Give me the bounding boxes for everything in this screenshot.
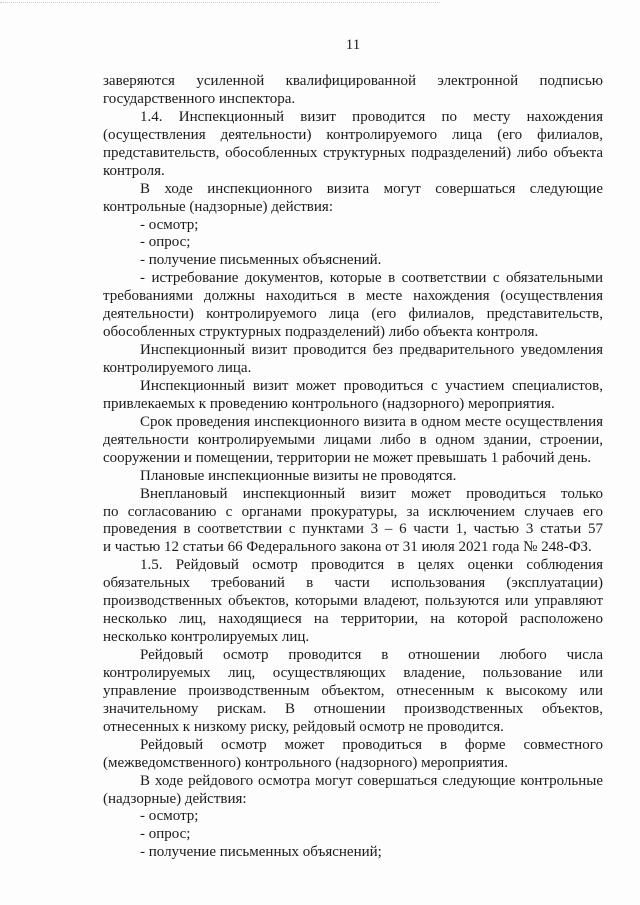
text-line: Инспекционный визит проводится без предварительного уведомления [140,342,603,359]
page-number: 11 [345,37,361,53]
text-line: Срок проведения инспекционного визита в одном месте осуществления [140,413,603,430]
text-line: деятельности контролируемыми лицами либо в одном здании, строении, [103,431,603,448]
text-line: и частью 12 статьи 66 Федерального закона от 31 июля 2021 года № 248-ФЗ. [103,539,592,556]
list-item-raid-examination [103,808,603,826]
text-line: Плановые инспекционные визиты не проводятся. [140,467,457,484]
text-line: - получение письменных объяснений. [140,252,382,269]
text-line: - осмотр; [140,808,199,825]
document-body [103,73,603,862]
list-item-inspection-document-request [103,270,603,342]
text-line: несколько лиц, находящиеся на территории, на которой расположено [103,611,603,628]
paragraph-inspection-duration [103,414,603,468]
text-line: сооружении и помещении, территории не может превышать 1 рабочий день. [103,449,592,466]
list-item-raid-survey [103,826,603,844]
list-item-inspection-survey [103,234,603,252]
paragraph-no-planned-visits [103,468,603,486]
scan-top-edge [0,2,440,3]
text-line: Рейдовый осмотр проводится в отношении любого числа [140,647,603,663]
text-line: В ходе инспекционного визита могут совершаться следующие [140,180,603,197]
text-line: Инспекционный визит может проводиться с участием специалистов, [140,377,603,394]
paragraph-raid-scope [103,647,603,737]
text-line: - опрос; [140,234,191,251]
text-line: - опрос; [140,826,191,843]
text-line: контролируемых лиц, осуществляющих владение, пользование или [103,664,603,681]
text-line: отнесенных к низкому риску, рейдовый осмотр не проводится. [103,718,504,735]
text-line: по согласованию с органами прокуратуры, за исключением случаев его [103,503,603,520]
text-line: (осуществления деятельности) контролируемого лица (его филиалов, [103,126,603,143]
text-line: значительному рискам. В отношении производственных объектов, [103,700,603,717]
text-line: (надзорные) действия: [103,790,247,807]
text-line: 1.4. Инспекционный визит проводится по месту нахождения [140,108,603,125]
text-line: В ходе рейдового осмотра могут совершаться следующие контрольные [140,772,603,789]
text-line: представительств, обособленных структурных подразделений) либо объекта [103,144,603,161]
paragraph-specialists-participation [103,378,603,414]
text-line: Внеплановый инспекционный визит может проводиться только [140,485,603,502]
text-line: - осмотр; [140,216,199,233]
text-line: - получение письменных объяснений; [140,844,382,861]
text-line: обособленных структурных подразделений) либо объекта контроля. [103,324,539,341]
text-line: деятельности) контролируемого лица (его филиалов, представительств, [103,306,603,323]
text-line: производственных объектов, которыми владеют, пользуются или управляют [103,593,603,610]
list-item-inspection-examination [103,217,603,235]
text-line: контроля. [103,162,165,179]
text-line: обязательных требований в части использования (эксплуатации) [103,575,603,592]
text-line: требованиями должны находиться в месте нахождения (осуществления [103,288,603,305]
text-line: Рейдовый осмотр может проводиться в форме совместного [140,736,603,753]
clause-1-4-inspection-visit [103,109,603,181]
text-line: управление производственным объектом, отнесенным к высокому или [103,682,603,699]
text-line: контрольные (надзорные) действия: [103,198,333,215]
text-line: 1.5. Рейдовый осмотр проводится в целях оценки соблюдения [140,557,603,574]
paragraph-unscheduled-visits [103,486,603,558]
text-line: контролируемого лица. [103,360,252,376]
text-line: проведения в соответствии с пунктами 3 – 6 части 1, частью 3 статьи 57 [103,521,603,538]
paragraph-signature-continuation [103,73,603,109]
paragraph-inspection-actions-intro [103,181,603,217]
text-line: несколько контролируемых лиц. [103,629,310,646]
list-item-raid-written-explanations [103,844,603,862]
text-line: - истребование документов, которые в соответствии с обязательными [140,270,603,287]
paragraph-raid-joint-form [103,737,603,773]
clause-1-5-raid-inspection [103,557,603,647]
text-line: (межведомственного) контрольного (надзорного) мероприятия. [103,754,508,771]
paragraph-raid-actions-intro [103,773,603,809]
paragraph-no-prior-notice [103,342,603,378]
text-line: заверяются усиленной квалифицированной электронной подписью [103,73,603,89]
text-line: привлекаемых к проведению контрольного (надзорного) мероприятия. [103,395,555,412]
list-item-inspection-written-explanations [103,252,603,270]
text-line: государственного инспектора. [103,90,296,107]
